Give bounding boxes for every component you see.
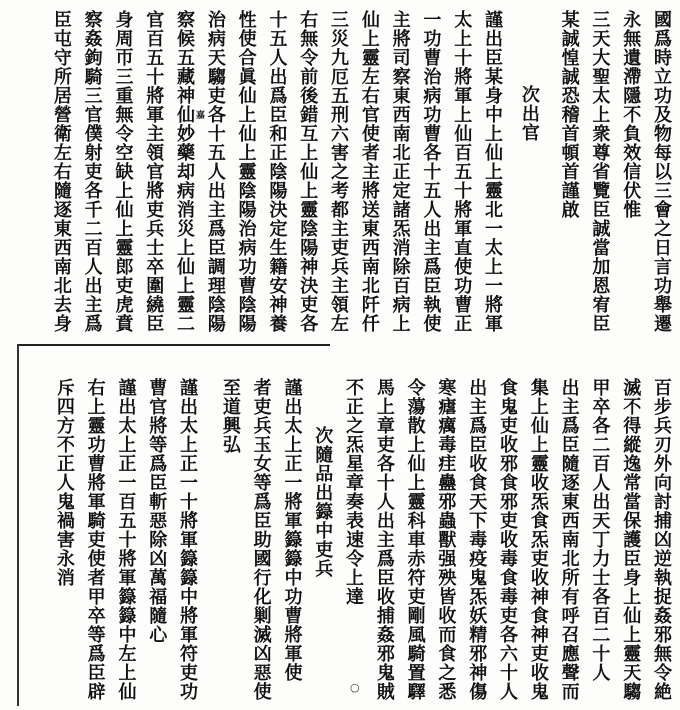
text-column: 斥四方不正人鬼禍害永消 bbox=[53, 378, 75, 587]
text-column: 寒瘧癘毒疰蠱邪蟲獸强殃皆收而食之悉 bbox=[435, 378, 457, 701]
text-column: 百步兵刃外向討捕凶逆執捉姦邪無令絶 bbox=[651, 378, 672, 701]
text-column: 令蕩散上仙上靈科車赤符吏剛風騎置驛 bbox=[404, 378, 426, 701]
text-column: 主將司察東西南北正定諸炁消除百病上 bbox=[389, 10, 411, 333]
text-column: 十五人出爲臣和正陰陽決定生籍安神養 bbox=[266, 10, 288, 333]
text-column: 者吏兵玉女等爲臣助國行化剿滅凶惡使 bbox=[250, 378, 272, 701]
text-column: 曹官將等爲臣斬惡除凶萬福隨心 bbox=[146, 378, 168, 644]
text-column: 察候五藏神仙妙藥却病消災上仙上靈二 bbox=[174, 10, 196, 333]
section-heading: 次出官 bbox=[518, 85, 540, 142]
text-column: 謹出太上正一百五十將軍籙籙中左上仙 bbox=[115, 378, 137, 701]
text-column: 仙上靈左右官使者主將送東西南北阡仟 bbox=[358, 10, 380, 333]
text-column: 至道興弘 bbox=[219, 378, 241, 454]
text-column: 滅不得縱逸常當保護臣身上仙上靈天騶 bbox=[620, 378, 642, 701]
text-column: 太上十將軍上仙百五十將軍直使功曹正 bbox=[451, 10, 473, 333]
text-column: 不正之炁星章奏表速令上達 bbox=[343, 378, 365, 606]
text-column: 謹出太上正一將軍籙籙中功曹將軍使 bbox=[281, 378, 303, 682]
text-column: 治病天騶吏各十五人出主爲臣調理陰陽 bbox=[204, 10, 226, 333]
section-heading: 次隨品出籙中吏兵 bbox=[312, 426, 334, 578]
text-column: 察姦鉤騎三官僕射吏各千二百人出主爲 bbox=[81, 10, 103, 333]
text-column: 出主爲臣收食天下毒疫鬼炁妖精邪神傷 bbox=[466, 378, 488, 701]
text-column: 謹出臣某身中上仙上靈北一太上一將軍 bbox=[482, 10, 504, 333]
text-column: 一功曹治病功曹各十五人出主爲臣執使 bbox=[420, 10, 442, 333]
text-column: 馬上章吏各十人出主爲臣收捕姦邪鬼賊 bbox=[373, 378, 395, 701]
text-column: 右無令前後錯互上仙上靈陰陽神決吏各 bbox=[297, 10, 319, 333]
text-column: 三天大聖太上衆尊省覽臣誠當加恩宥臣 bbox=[589, 10, 611, 333]
text-column: 某誠惶誠恐稽首頓首謹啟 bbox=[558, 10, 580, 219]
text-column: 集上仙上靈收炁食炁吏收神食神吏收鬼 bbox=[527, 378, 549, 701]
text-column: 臣屯守所居營衛左右隨逐東西南北去身 bbox=[50, 10, 72, 333]
circle-mark: ○ bbox=[350, 681, 360, 694]
text-column: 出主爲臣隨逐東西南北所有呼召應聲而 bbox=[558, 378, 580, 701]
horizontal-rule bbox=[18, 344, 330, 346]
text-column: 身周帀三重無令空缺上仙上靈郎吏虎賁 bbox=[112, 10, 134, 333]
text-column: 三災九厄五刑六害之考都主吏兵主領左 bbox=[328, 10, 350, 333]
marginal-note: 嘉 bbox=[194, 110, 204, 119]
text-column: 右上靈功曹將軍騎吏使者甲卒等爲臣辟 bbox=[84, 378, 106, 701]
text-column: 性使合眞仙上仙上靈陰陽治病功曹陰陽 bbox=[235, 10, 257, 333]
text-column: 國爲時立功及物每以三會之日言功舉遷 bbox=[651, 10, 672, 333]
vertical-rule bbox=[17, 344, 19, 706]
text-column: 永無遺滯隱不負效信伏惟 bbox=[620, 10, 642, 219]
text-column: 甲卒各二百人出天丁力士各百二十人 bbox=[589, 378, 611, 682]
text-column: 官百五十將軍主領官將吏兵士卒圍繞臣 bbox=[143, 10, 165, 333]
text-column: 食鬼吏收邪食邪吏收毒食毒吏各六十人 bbox=[497, 378, 519, 701]
text-column: 謹出太上正一十將軍籙籙中將軍符吏功 bbox=[177, 378, 199, 701]
lower-text-block bbox=[48, 378, 676, 708]
upper-text-block bbox=[45, 10, 676, 340]
